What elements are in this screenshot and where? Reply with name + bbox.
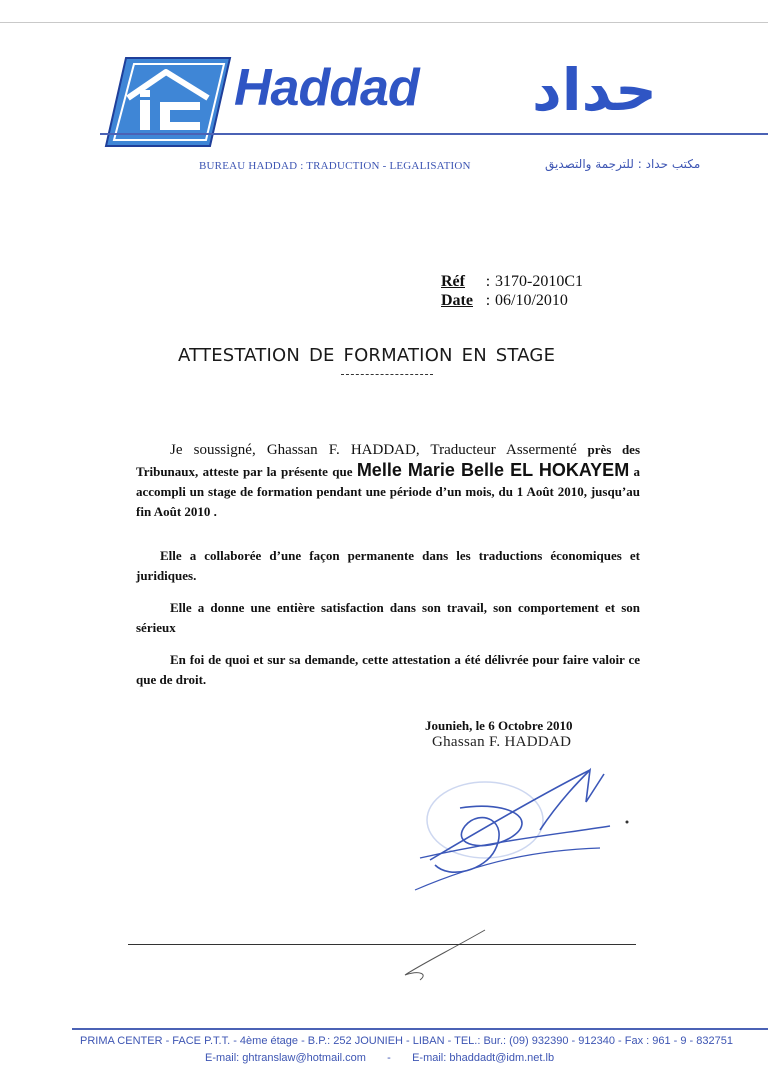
footer-email-1: E-mail: ghtranslaw@hotmail.com — [205, 1052, 366, 1064]
reference-block — [441, 272, 583, 310]
date-separator: : — [485, 292, 491, 309]
p2-text: Elle a collaborée d’une façon permanente dans les traductions économiques et juridiques. — [136, 548, 640, 583]
top-rule — [0, 22, 768, 23]
header-rule — [100, 133, 768, 135]
trainee-name: Melle Marie Belle EL HOKAYEM — [356, 460, 630, 480]
ref-separator: : — [485, 273, 491, 290]
handwritten-signature — [390, 760, 640, 990]
footer-emails — [205, 1052, 554, 1064]
p1-pres: près — [587, 442, 612, 457]
p3-text: Elle a donne une entière satisfaction dans son travail, son comportement et son sérieux — [136, 600, 640, 635]
ref-value: 3170-2010C1 — [495, 273, 583, 290]
ref-label: Réf — [441, 273, 465, 290]
bureau-subtitle-latin: BUREAU HADDAD : TRADUCTION - LEGALISATION — [199, 160, 471, 172]
footer-address: PRIMA CENTER - FACE P.T.T. - 4ème étage - B.P.: 252 JOUNIEH - LIBAN - TEL.: Bur.: (09) 932390 - 912340 - Fax : 961 - 9 - 832751 — [80, 1035, 733, 1047]
footer-email-2: E-mail: bhaddadt@idm.net.lb — [412, 1052, 555, 1064]
footer-rule — [72, 1028, 768, 1030]
date-value: 06/10/2010 — [495, 292, 568, 309]
p1-text-b: a accompli un stage de formation pendant une période d’un mois, du 1 Août 2010, jusqu’au fin Août 2010 . — [136, 464, 641, 519]
reference-row — [441, 272, 583, 291]
p1-lead: Je soussigné, Ghassan F. HADDAD, Traducteur Assermenté — [170, 442, 577, 458]
bureau-subtitle-arabic: مكتب حداد : للترجمة والتصديق — [545, 157, 701, 171]
body-paragraph-1 — [136, 440, 640, 522]
p1-text-a: des Tribunaux, atteste par la présente que — [136, 442, 641, 479]
footer-email-dash: - — [387, 1052, 391, 1064]
body-paragraph-4 — [136, 650, 640, 690]
title-underline — [341, 374, 433, 375]
brand-name-latin: Haddad — [234, 59, 419, 117]
signature-place-date: Jounieh, le 6 Octobre 2010 — [425, 718, 573, 733]
document-title: ATTESTATION DE FORMATION EN STAGE — [178, 345, 556, 366]
signatory-name: Ghassan F. HADDAD — [432, 734, 572, 750]
date-row — [441, 291, 583, 310]
p4-text: En foi de quoi et sur sa demande, cette attestation a été délivrée pour faire valoir ce que de droit. — [136, 652, 640, 687]
date-label: Date — [441, 292, 473, 309]
brand-name-arabic: حداد — [532, 56, 657, 124]
body-paragraph-2 — [136, 546, 640, 586]
signature-baseline — [128, 944, 636, 945]
body-paragraph-3 — [136, 598, 640, 638]
